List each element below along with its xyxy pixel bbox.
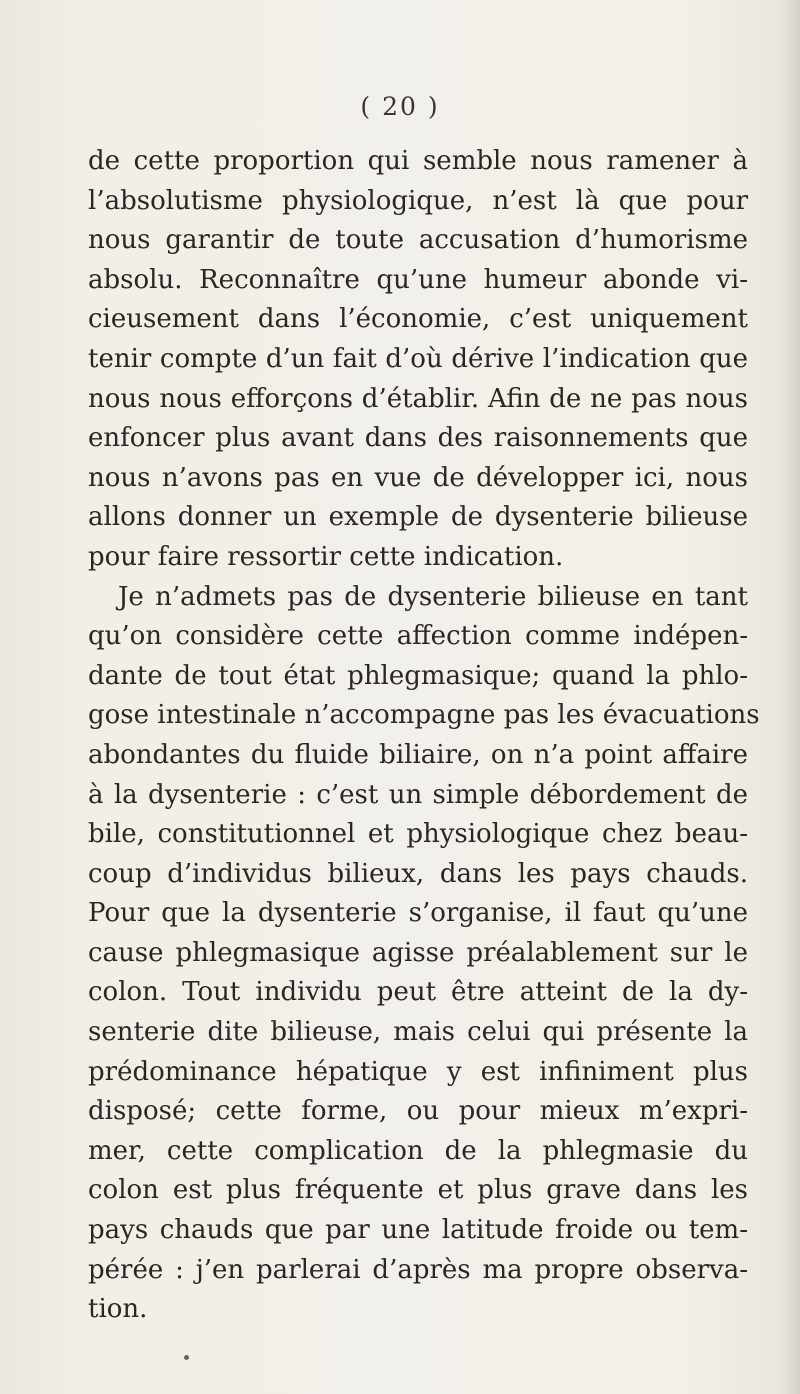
body-text — [88, 142, 760, 1330]
text-line-paragraph-end: pour faire ressortir cette indication. — [88, 541, 564, 572]
text-line: qu’on considère cette affection comme indépen- — [88, 621, 748, 652]
text-line: absolu. Reconnaître qu’une humeur abonde vi- — [88, 264, 748, 295]
text-line: nous n’avons pas en vue de développer ici, nous — [88, 462, 748, 493]
text-line: de cette proportion qui semble nous ramener à — [88, 146, 748, 176]
text-line: coup d’individus bilieux, dans les pays chauds. — [88, 858, 748, 889]
paper-speck — [184, 1355, 189, 1360]
text-line-paragraph-start: Je n’admets pas de dysenterie bilieuse en tant — [118, 581, 748, 612]
text-line: gose intestinale n’accompagne pas les évacuations — [88, 700, 760, 731]
text-line: l’absolutisme physiologique, n’est là que pour — [88, 185, 748, 216]
text-line: à la dysenterie : c’est un simple débordement de — [88, 779, 748, 810]
text-line: disposé; cette forme, ou pour mieux m’expri- — [88, 1096, 748, 1127]
page-edge-shadow — [780, 0, 800, 1394]
text-line: pays chauds que par une latitude froide ou tem- — [88, 1215, 748, 1246]
text-line-paragraph-end: tion. — [88, 1294, 148, 1325]
text-line: Pour que la dysenterie s’organise, il faut qu’une — [88, 898, 748, 929]
text-line: enfoncer plus avant dans des raisonnements que — [88, 423, 748, 454]
text-line: mer, cette complication de la phlegmasie du — [88, 1135, 748, 1166]
text-line: colon est plus fréquente et plus grave dans les — [88, 1175, 748, 1206]
text-line: allons donner un exemple de dysenterie bilieuse — [88, 502, 748, 533]
text-line: nous nous efforçons d’établir. Afin de ne pas nous — [88, 383, 748, 414]
text-line: cieusement dans l’économie, c’est uniquement — [88, 304, 748, 335]
page-number: ( 20 ) — [360, 92, 440, 121]
text-line: pérée : j’en parlerai d’après ma propre observa- — [88, 1254, 748, 1285]
text-line: colon. Tout individu peut être atteint de la dy- — [88, 977, 748, 1008]
text-line: abondantes du fluide biliaire, on n’a point affaire — [88, 739, 748, 770]
text-line: cause phlegmasique agisse préalablement sur le — [88, 937, 748, 968]
text-line: bile, constitutionnel et physiologique chez beau- — [88, 819, 748, 850]
text-line: prédominance hépatique y est infiniment plus — [88, 1056, 748, 1087]
text-line: nous garantir de toute accusation d’humorisme — [88, 225, 748, 256]
text-line: tenir compte d’un fait d’où dérive l’indication que — [88, 343, 748, 374]
text-line: senterie dite bilieuse, mais celui qui présente la — [88, 1017, 748, 1048]
text-line: dante de tout état phlegmasique; quand la phlo- — [88, 660, 748, 691]
